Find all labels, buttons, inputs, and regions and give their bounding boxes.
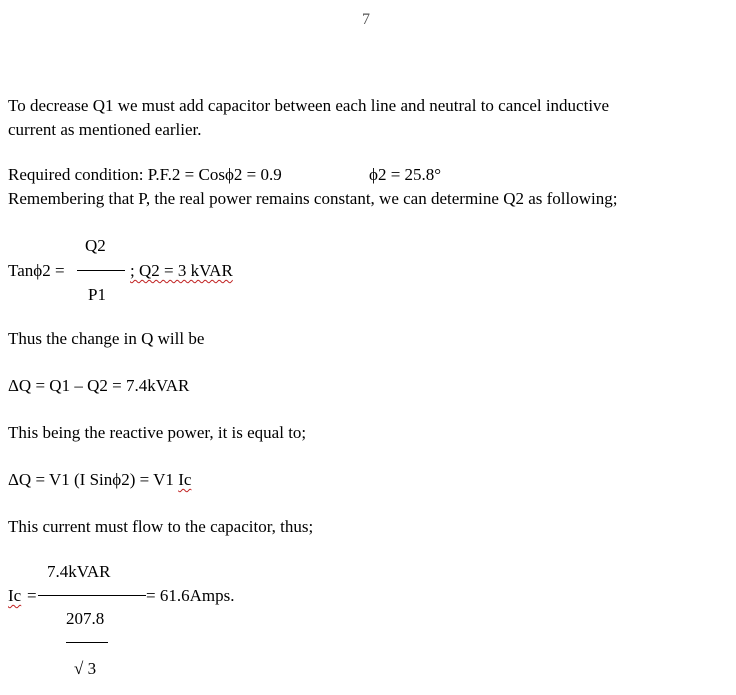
ic-inner-fraction-bar [66,642,108,643]
tan-denominator: P1 [88,285,106,304]
tan-result: ; Q2 = 3 kVAR [130,261,233,280]
ic-result: = 61.6Amps. [146,586,235,605]
tan-numerator: Q2 [85,236,106,255]
intro-line-1: To decrease Q1 we must add capacitor between each line and neutral to cancel inductive [8,96,610,115]
delta-q-ic-equation [8,471,191,488]
current-flow-text: This current must flow to the capacitor, thus; [8,517,314,536]
ic-numerator: 7.4kVAR [47,562,111,581]
ic-denominator-bottom: √ 3 [74,659,97,678]
tan-fraction-bar [77,270,125,271]
phi2-value: ϕ2 = 25.8° [369,165,442,184]
ic-fraction-bar [38,595,146,596]
required-condition: Required condition: P.F.2 = Cosϕ2 = 0.9 [8,165,282,184]
page-number: 7 [362,11,370,28]
ic-denominator-top: 207.8 [66,609,105,628]
thus-change-text: Thus the change in Q will be [8,329,205,348]
delta-q-equation: ΔQ = Q1 – Q2 = 7.4kVAR [8,376,190,395]
reactive-power-text: This being the reactive power, it is equal to; [8,423,307,442]
intro-line-2: current as mentioned earlier. [8,120,202,139]
remembering-text: Remembering that P, the real power remains constant, we can determine Q2 as following; [8,189,618,208]
delta-q-ic-end: Ic [178,470,192,489]
delta-q-ic-main: ΔQ = V1 (I Sinϕ2) = V1 [8,470,179,489]
tan-lhs: Tanϕ2 = [8,261,65,280]
ic-lhs: Ic [8,586,22,605]
ic-equals: = [27,586,37,605]
